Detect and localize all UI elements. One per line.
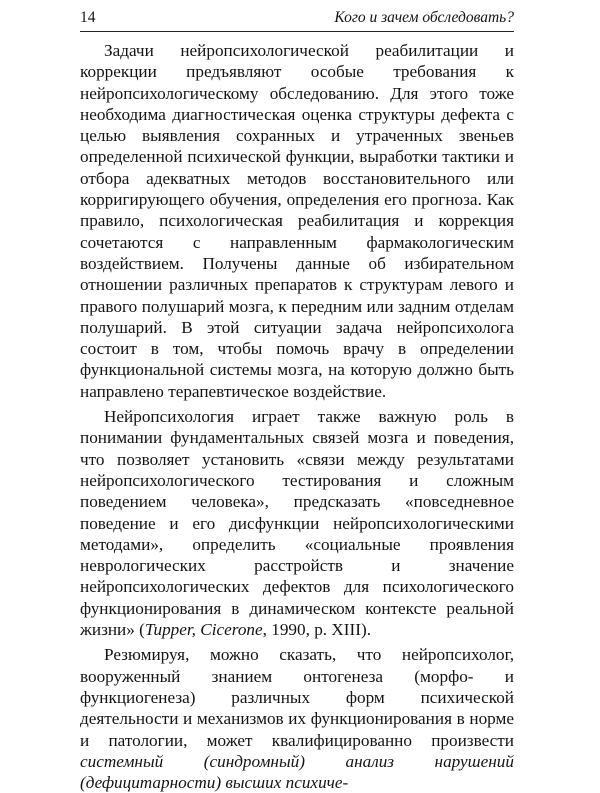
page-header [80,8,514,28]
emphasis-text: системный (синдромный) анализ нарушений (дефицитарности) высших психиче- [80,751,514,793]
running-title: Кого и зачем обследовать? [334,9,514,26]
paragraph-text: Нейропсихология играет также важную роль в понимании фундаментальных связей мозга и поведения, что позволяет установить «связи между результатами нейропсихологического тестирования и сложным поведением человека», предсказать «повседневное поведение и его дисфункции нейропсихологическими методами», определить «социальные проявления неврологических расстройств и значение нейропсихологических дефектов для психологического функционирования в динамическом контексте реальной жизни» ( [80,407,514,640]
body-text [80,40,514,793]
paragraph-text: Задачи нейропсихологической реабилитации и коррекции предъявляют особые требования к нейропсихологическому обследованию. Для этого тоже необходима диагностическая оценка структуры дефекта с целью выявления сохранных и утраченных звеньев определенной психической функции, выработки тактики и отбора адекватных методов восстановительного или корригирующего обучения, определения его прогноза. Как правило, психологическая реабилитация и коррекция сочетаются с направленным фармакологическим воздействием. Получены данные об избирательном отношении различных препаратов к структурам левого и правого полушарий мозга, к передним или задним отделам полушарий. В этой ситуации задача нейропсихолога состоит в том, чтобы помочь врачу в определении функциональной системы мозга, на которую должно быть направлено терапевтическое воздействие. [80,41,514,401]
paragraph-text: Резюмируя, можно сказать, что нейропсихолог, вооруженный знанием онтогенеза (морфо- и функциогенеза) различных форм психической деятельности и механизмов их функционирования в норме и патологии, может квалифицированно произвести [80,645,514,750]
citation-authors: Tupper, Cicerone [144,620,263,640]
paragraph [80,40,514,402]
paragraph [80,644,514,793]
citation-tail: , 1990, p. XIII). [262,620,371,640]
page-number: 14 [80,9,96,26]
header-rule [80,31,514,32]
paragraph [80,406,514,640]
